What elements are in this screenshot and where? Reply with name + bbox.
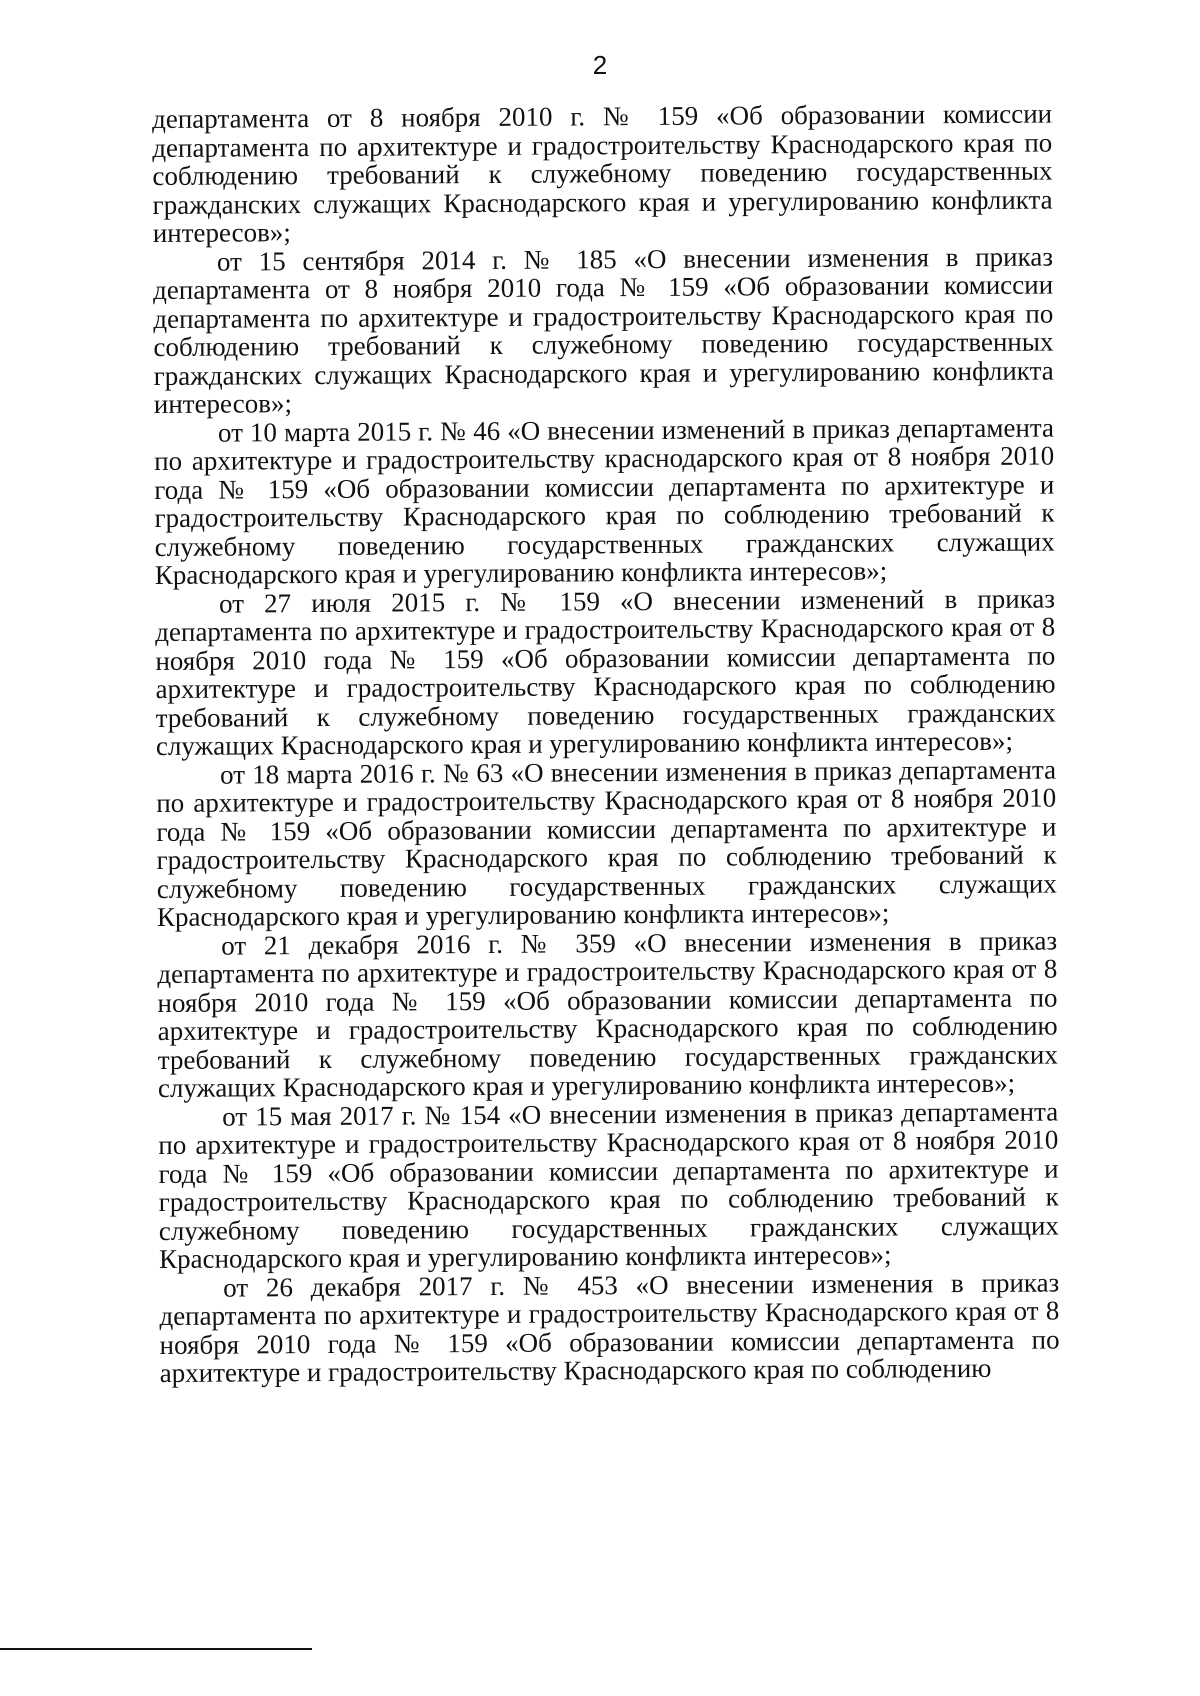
paragraph-2: от 15 сентября 2014 г. № 185 «О внесении изменения в приказ департамента от 8 ноября 2010 года № 159 «Об образовании комиссии департамента по архитектуре и градостроительству Краснодарского края по соблюдению требований к служебному поведению государственных гражданских служащих Краснодарского края и урегулированию конфликта интересов»; (153, 240, 1054, 419)
paragraph-6: от 21 декабря 2016 г. № 359 «О внесении изменения в приказ департамента по архитектуре и градостроительству Краснодарского края от 8 ноября 2010 года № 159 «Об образовании комиссии департамента по архитектуре и градостроительству Краснодарского края по соблюдению требований к служебному поведению государственных гражданских служащих Краснодарского края и урегулированию конфликта интересов»; (157, 924, 1058, 1103)
paragraph-4: от 27 июля 2015 г. № 159 «О внесении изменений в приказ департамента по архитектуре и градостроительству Краснодарского края от 8 ноября 2010 года № 159 «Об образовании комиссии департамента по архитектуре и градостроительству Краснодарского края по соблюдению требований к служебному поведению государственных гражданских служащих Краснодарского края и урегулированию конфликта интересов»; (155, 582, 1056, 761)
footnote-divider (0, 1648, 312, 1650)
paragraph-3: от 10 марта 2015 г. № 46 «О внесении изменений в приказ департамента по архитектуре и градостроительству краснодарского края от 8 ноября 2010 года № 159 «Об образовании комиссии департамента по архитектуре и градостроительству Краснодарского края по соблюдению требований к служебному поведению государственных гражданских служащих Краснодарского края и урегулированию конфликта интересов»; (154, 411, 1055, 590)
paragraph-5: от 18 марта 2016 г. № 63 «О внесении изменения в приказ департамента по архитектуре и градостроительству Краснодарского края от 8 ноября 2010 года № 159 «Об образовании комиссии департамента по архитектуре и градостроительству Краснодарского края по соблюдению требований к служебному поведению государственных гражданских служащих Краснодарского края и урегулированию конфликта интересов»; (156, 753, 1057, 932)
paragraph-7: от 15 мая 2017 г. № 154 «О внесении изменения в приказ департамента по архитектуре и градостроительству Краснодарского края от 8 ноября 2010 года № 159 «Об образовании комиссии департамента по архитектуре и градостроительству Краснодарского края по соблюдению требований к служебному поведению государственных гражданских служащих Краснодарского края и урегулированию конфликта интересов»; (158, 1095, 1059, 1274)
paragraph-1: департамента от 8 ноября 2010 г. № 159 «Об образовании комиссии департамента по архитектуре и градостроительству Краснодарского края по соблюдению требований к служебному поведению государственных гражданских служащих Краснодарского края и урегулированию конфликта интересов»; (151, 98, 1053, 248)
page-number: 2 (592, 50, 608, 80)
document-body (152, 100, 1060, 1388)
paragraph-8: от 26 декабря 2017 г. № 453 «О внесении изменения в приказ департамента по архитектуре и градостроительству Краснодарского края от 8 ноября 2010 года № 159 «Об образовании комиссии департамента по архитектуре и градостроительству Краснодарского края по соблюдению (159, 1266, 1060, 1388)
